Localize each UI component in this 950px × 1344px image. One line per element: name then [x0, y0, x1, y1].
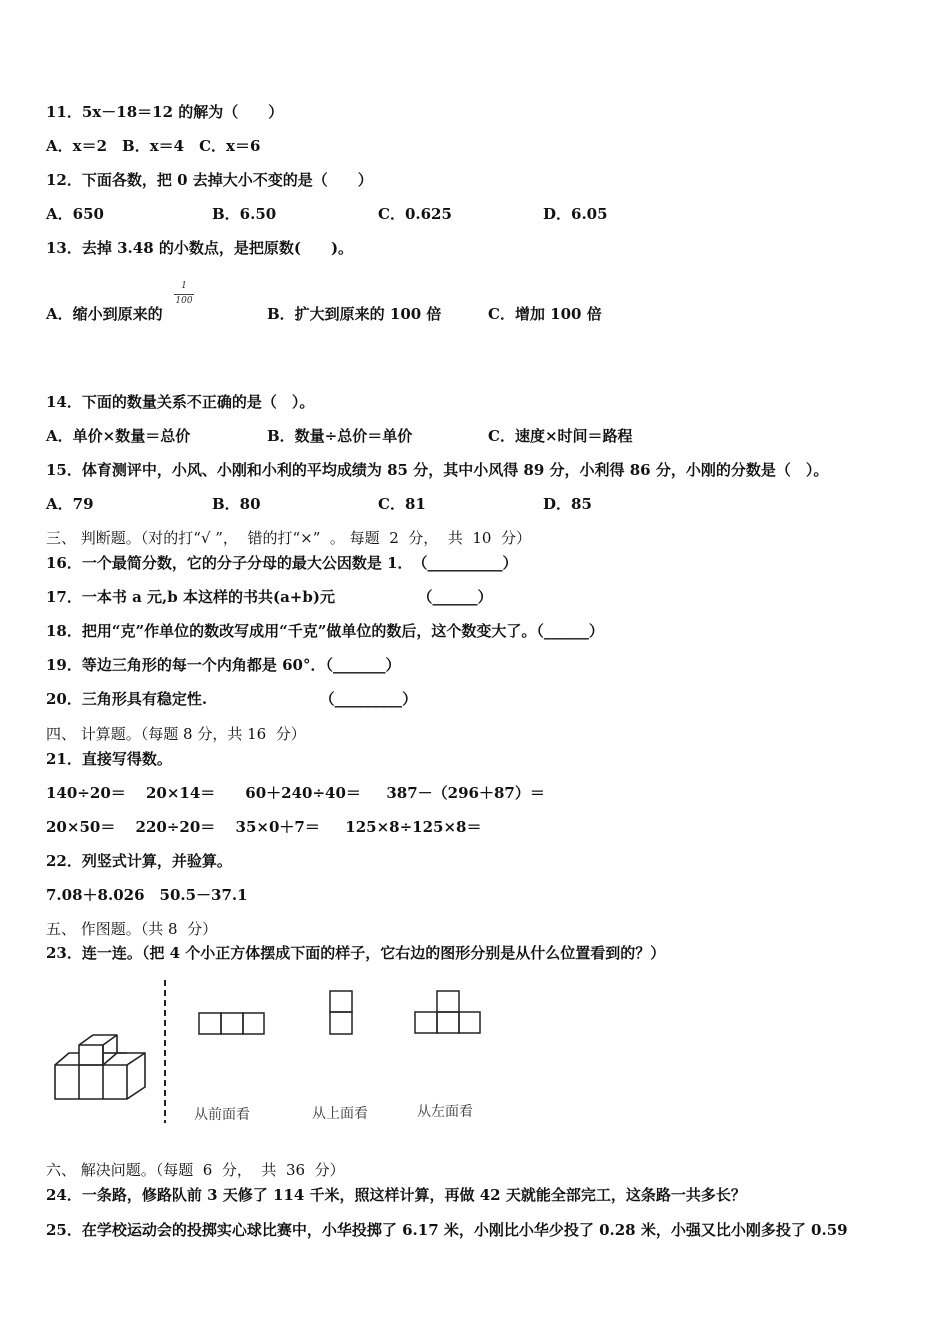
q25: 25．在学校运动会的投掷实心球比赛中，小华投掷了 6.17 米，小刚比小华少投了 0.28 米，小强又比小刚多投了 0.59: [46, 1221, 848, 1239]
q15-option-b: B．80: [212, 495, 261, 513]
q14-option-a: A．单价×数量＝总价: [46, 427, 191, 445]
section-6-heading: 六、 解决问题。（每题 6 分， 共 36 分）: [46, 1161, 345, 1179]
section-5-heading: 五、 作图题。（共 8 分）: [46, 920, 218, 938]
q21-stem: 21．直接写得数。: [46, 750, 172, 768]
q22-stem: 22．列竖式计算，并验算。: [46, 852, 232, 870]
q12-option-a: A．650: [46, 205, 104, 223]
q20: 20．三角形具有稳定性. （_________）: [46, 690, 418, 708]
q13-fraction-bar: [174, 294, 194, 295]
q15-option-d: D．85: [543, 495, 592, 513]
q16: 16．一个最简分数，它的分子分母的最大公因数是 1． （__________）: [46, 554, 518, 572]
q21-row-2: 20×50＝ 220÷20＝ 35×0＋7＝ 125×8÷125×8＝: [46, 818, 482, 836]
q11-options: A．x＝2 B．x＝4 C．x＝6: [46, 137, 261, 155]
cube-right-side: [55, 1053, 145, 1099]
caption-top-view: 从上面看: [312, 1106, 368, 1122]
left-view-shape: [415, 991, 480, 1033]
q14-option-c: C．速度×时间＝路程: [488, 427, 633, 445]
q12-option-d: D．6.05: [543, 205, 608, 223]
q19: 19．等边三角形的每一个内角都是 60°．（_______）: [46, 656, 401, 674]
q15-option-c: C．81: [378, 495, 426, 513]
q13-fraction-denominator: 100: [175, 296, 193, 306]
caption-front-view: 从前面看: [194, 1107, 250, 1123]
q13-option-a: A．缩小到原来的: [46, 305, 163, 323]
q13-option-c: C．增加 100 倍: [488, 305, 602, 323]
front-view-shape: [199, 1013, 264, 1034]
q24: 24．一条路，修路队前 3 天修了 114 千米，照这样计算，再做 42 天就能全部完工，这条路一共多长？: [46, 1186, 746, 1204]
caption-left-view: 从左面看: [417, 1104, 473, 1120]
q13-option-b: B．扩大到原来的 100 倍: [267, 305, 442, 323]
cube-stack-drawing: [55, 1035, 145, 1099]
q15-stem: 15．体育测评中，小风、小刚和小利的平均成绩为 85 分，其中小风得 89 分，小利得 86 分，小刚的分数是（ ）。: [46, 461, 829, 479]
q17: 17．一本书 a 元,b 本这样的书共(a+b)元 （______）: [46, 588, 493, 606]
q13-fraction-numerator: 1: [181, 281, 187, 291]
q21-row-1: 140÷20＝ 20×14＝ 60＋240÷40＝ 387－（296＋87）＝: [46, 784, 545, 802]
cube-front-faces: [55, 1065, 127, 1099]
cube-top-front-face: [79, 1045, 103, 1065]
section-4-heading: 四、 计算题。（每题 8 分，共 16 分）: [46, 725, 306, 743]
q11-stem: 11．5x－18＝12 的解为（ ）: [46, 103, 284, 121]
q15-option-a: A．79: [46, 495, 94, 513]
q22-row: 7.08＋8.026 50.5－37.1: [46, 886, 248, 904]
q13-stem: 13．去掉 3.48 的小数点，是把原数( )。: [46, 239, 354, 257]
q23-stem: 23．连一连。（把 4 个小正方体摆成下面的样子，它右边的图形分别是从什么位置看到的？）: [46, 944, 666, 962]
top-view-shape: [330, 991, 352, 1034]
cube-upper-cube: [79, 1035, 117, 1065]
section-3-heading: 三、 判断题。（对的打“√ ”， 错的打“×” 。 每题 2 分， 共 10 分）: [46, 529, 531, 547]
q14-option-b: B．数量÷总价＝单价: [267, 427, 413, 445]
q12-stem: 12．下面各数，把 0 去掉大小不变的是（ ）: [46, 171, 373, 189]
q12-option-c: C．0.625: [378, 205, 452, 223]
q18: 18．把用“克”作单位的数改写成用“千克”做单位的数后，这个数变大了。（______）: [46, 622, 604, 640]
q14-stem: 14．下面的数量关系不正确的是（ ）。: [46, 393, 315, 411]
q12-option-b: B．6.50: [212, 205, 277, 223]
